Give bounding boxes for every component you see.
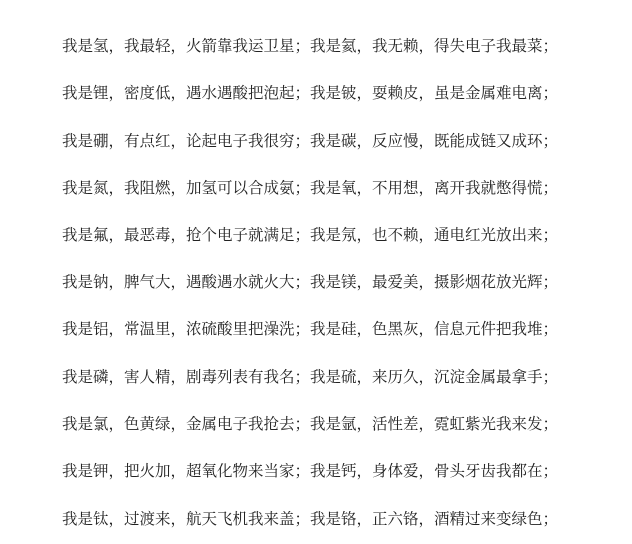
- poem-line: 我是氯，色黄绿，金属电子我抢去；我是氩，活性差，霓虹紫光我来发；: [62, 415, 559, 433]
- poem-line: 我是铝，常温里，浓硫酸里把澡洗；我是硅，色黑灰，信息元件把我堆；: [62, 320, 559, 338]
- poem-line: 我是锂，密度低，遇水遇酸把泡起；我是铍，耍赖皮，虽是金属难电离；: [62, 84, 559, 102]
- poem-line: 我是钠，脾气大，遇酸遇水就火大；我是镁，最爱美，摄影烟花放光辉；: [62, 273, 559, 291]
- poem-line: 我是磷，害人精，剧毒列表有我名；我是硫，来历久，沉淀金属最拿手；: [62, 368, 559, 386]
- poem-line: 我是硼，有点红，论起电子我很穷；我是碳，反应慢，既能成链又成环；: [62, 132, 559, 150]
- poem-line: 我是氢，我最轻，火箭靠我运卫星；我是氦，我无赖，得失电子我最菜；: [62, 37, 559, 55]
- poem-line: 我是氟，最恶毒，抢个电子就满足；我是氖，也不赖，通电红光放出来；: [62, 226, 559, 244]
- poem-line: 我是氮，我阻燃，加氢可以合成氨；我是氧，不用想，离开我就憋得慌；: [62, 179, 559, 197]
- poem-line: 我是钾，把火加，超氧化物来当家；我是钙，身体爱，骨头牙齿我都在；: [62, 462, 559, 480]
- poem-line: 我是钛，过渡来，航天飞机我来盖；我是铬，正六铬，酒精过来变绿色；: [62, 510, 559, 528]
